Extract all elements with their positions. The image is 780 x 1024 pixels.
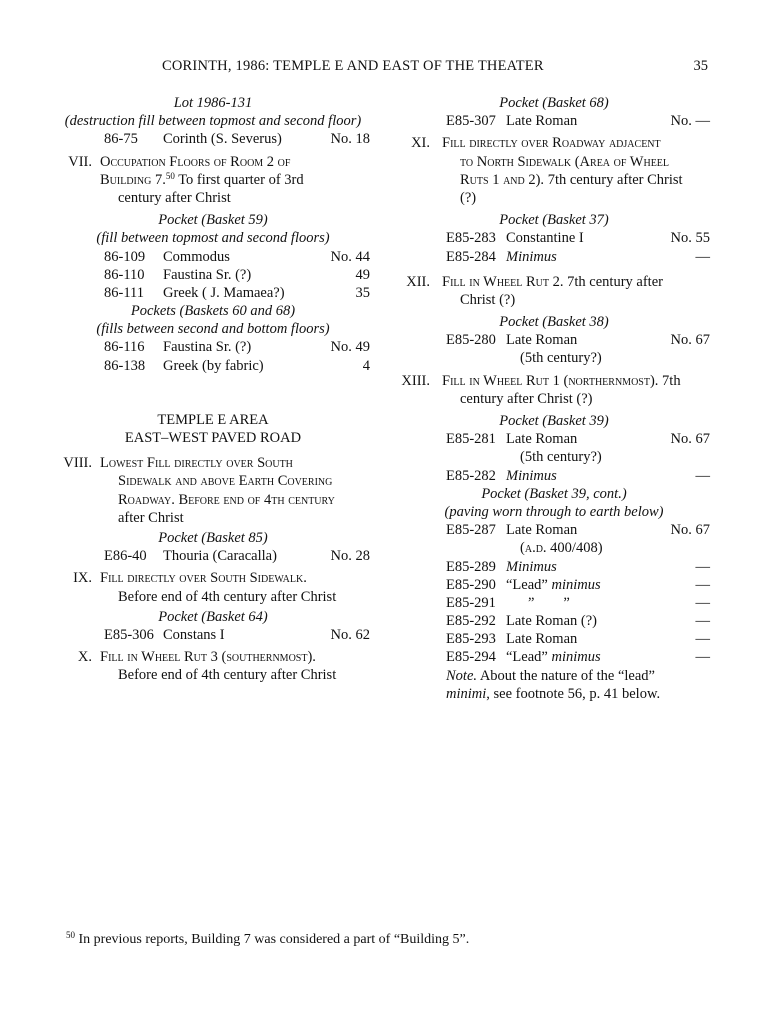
section-number: VII.: [68, 153, 92, 170]
lot-note: (destruction fill between topmost and second floor): [64, 113, 362, 130]
pocket-note: (fills between second and bottom floors): [96, 321, 330, 338]
section-title: Fill in Wheel Rut 2. 7th century after: [442, 273, 663, 290]
coin-row: E85-292 Late Roman (?) —: [446, 613, 710, 630]
footnote: [66, 932, 469, 948]
coin-row: E85-284 Minimus —: [446, 248, 710, 265]
coin-row: E85-291 ” ” —: [446, 594, 710, 611]
pocket-title: Pockets (Baskets 60 and 68): [130, 303, 296, 320]
pocket-title: Pocket (Basket 64): [158, 608, 268, 625]
pocket-title: Pocket (Basket 38): [499, 314, 609, 331]
coin-row: E85-289 Minimus —: [446, 558, 710, 575]
pocket-title: Pocket (Basket 39, cont.): [481, 485, 627, 502]
coin-desc: Corinth (S. Severus): [163, 131, 282, 148]
pocket-note: (paving worn through to earth below): [444, 503, 664, 520]
coin-row: 86-109 Commodus No. 44: [104, 248, 370, 265]
pocket-title: Pocket (Basket 37): [499, 212, 609, 229]
coin-row: E85-290 “Lead” minimus —: [446, 576, 710, 593]
section-number: X.: [77, 649, 92, 666]
section-title: Fill directly over Roadway adjacent: [442, 135, 661, 152]
coin-row: [56, 130, 370, 148]
coin-row: E85-294 “Lead” minimus —: [446, 649, 710, 666]
section-vii-line2: Building 7.50 To first quarter of 3rd: [100, 170, 304, 188]
coin-row: E85-280 Late Roman No. 67: [446, 332, 710, 349]
section-number: IX.: [73, 570, 92, 587]
section-number: XII.: [406, 273, 430, 290]
coin-row: E85-283 Constantine I No. 55: [446, 230, 710, 247]
pocket-title: Pocket (Basket 39): [499, 413, 609, 429]
lot-title: Lot 1986-131: [173, 95, 253, 111]
note-line2: minimi, see footnote 56, p. 41 below.: [446, 685, 661, 702]
coin-ref: No. 18: [330, 131, 370, 148]
coin-row: E85-287 Late Roman No. 67: [446, 522, 710, 539]
section-xiii-heading: [398, 372, 710, 390]
section-title: Fill in Wheel Rut 3 (southernmost).: [100, 649, 316, 666]
section-number: XIII.: [401, 372, 430, 389]
section-title: Fill in Wheel Rut 1 (northernmost). 7th: [442, 372, 681, 389]
section-ix-heading: [56, 569, 370, 587]
area-title: TEMPLE E AREA: [157, 411, 269, 428]
running-title: CORINTH, 1986: TEMPLE E AND EAST OF THE THEATER: [162, 58, 544, 74]
pocket-title: Pocket (Basket 68): [499, 95, 609, 111]
section-number: VIII.: [63, 455, 92, 472]
coin-row: E85-282 Minimus —: [446, 467, 710, 484]
coin-row: 86-111 Greek ( J. Mamaea?) 35: [104, 284, 370, 301]
coin-row: E85-293 Late Roman —: [446, 631, 710, 648]
coin-row: 86-116 Faustina Sr. (?) No. 49: [104, 339, 370, 356]
section-viii-heading: [56, 454, 370, 472]
section-vii-line3: century after Christ: [118, 189, 231, 206]
coin-row: E85-307 Late Roman No. —: [446, 113, 710, 130]
section-title: Occupation Floors of Room 2 of: [100, 153, 291, 170]
pocket-title: Pocket (Basket 85): [158, 529, 268, 546]
coin-row: 86-138 Greek (by fabric) 4: [104, 357, 370, 374]
coin-row: 86-110 Faustina Sr. (?) 49: [104, 266, 370, 283]
page-header: [0, 58, 780, 80]
footnote-ref-50: 50: [165, 170, 175, 181]
section-title: Lowest Fill directly over South: [100, 455, 293, 472]
pocket-note: (fill between topmost and second floors): [96, 230, 330, 247]
footnote-mark: 50: [66, 930, 75, 940]
section-number: XI.: [411, 135, 430, 152]
right-column: Pocket (Basket 68) E85-307 Late Roman No. — XI. Fill directly over Roadway adjacent to North Sidewalk (Area of Wheel Ruts 1 and 2). 7th century after Christ (?) Pocket (Basket 37) E85-283 Constantine I No. 55 E85-284 Minimus — XII. Fill in Wheel Rut 2. 7th century after Christ (?) Pocket (Basket 38) E85-280 Late Roman No. 67 (5th century?) XIII. Fill in Wheel Rut 1 (northernmost). 7th century after Christ (?) Pocket (Basket 39) E85-281 Late Roman No. 67 (5th century?) E85-282 Minimus — Pocket (Basket 39, cont.) (paving worn through to earth below) E85-287 Late Roman No. 67 (a.d. 400/408) E85-289 Minimus — E85-290 “Lead” minimus — E85-291 ” ” — E85-292 Late Roman (?) — E85-293 Late Roman — E85-294 “Lead” minimus — Note. About the nature of the “lead” minimi, see footnote 56, p. 41 below.: [398, 94, 710, 703]
coin-row: E86-40 Thouria (Caracalla) No. 28: [104, 548, 370, 565]
section-xi-heading: [398, 134, 710, 152]
section-xii-heading: [398, 273, 710, 291]
coin-row: E85-306 Constans I No. 62: [104, 626, 370, 643]
section-vii-heading: [56, 153, 370, 171]
area-subtitle: EAST–WEST PAVED ROAD: [124, 430, 302, 446]
pocket-title: Pocket (Basket 59): [158, 212, 268, 229]
coin-id: 86-75: [104, 131, 138, 148]
section-title: Fill directly over South Sidewalk.: [100, 570, 307, 587]
coin-row: E85-281 Late Roman No. 67: [446, 431, 710, 448]
footnote-text: In previous reports, Building 7 was considered a part of “Building 5”.: [75, 932, 470, 947]
note-line1: Note. About the nature of the “lead”: [446, 667, 655, 684]
section-x-heading: [56, 648, 370, 666]
page-number: 35: [693, 58, 708, 74]
left-column: Lot 1986-131 (destruction fill between topmost and second floor) 86-75 Corinth (S. Severus) No. 18 VII. Occupation Floors of Room 2 of Building 7.50 To first quarter of 3rd century after Christ Pocket (Basket 59) (fill between topmost and second floors) 86-109 Commodus No. 44 86-110 Faustina Sr. (?) 49 86-111 Greek ( J. Mamaea?) 35 Pockets (Baskets 60 and 68) (fills between second and bottom floors) 86-116 Faustina Sr. (?) No. 49 86-138 Greek (by fabric) 4 TEMPLE E AREA EAST–WEST PAVED ROAD VIII. Lowest Fill directly over South Sidewalk and above Earth Covering Roadway. Before end of 4th century after Christ Pocket (Basket 85) E86-40 Thouria (Caracalla) No. 28 IX. Fill directly over South Sidewalk. Before end of 4th century after Christ Pocket (Basket 64) E85-306 Constans I No. 62 X. Fill in Wheel Rut 3 (southernmost). Before end of 4th century after Christ: [56, 94, 370, 684]
